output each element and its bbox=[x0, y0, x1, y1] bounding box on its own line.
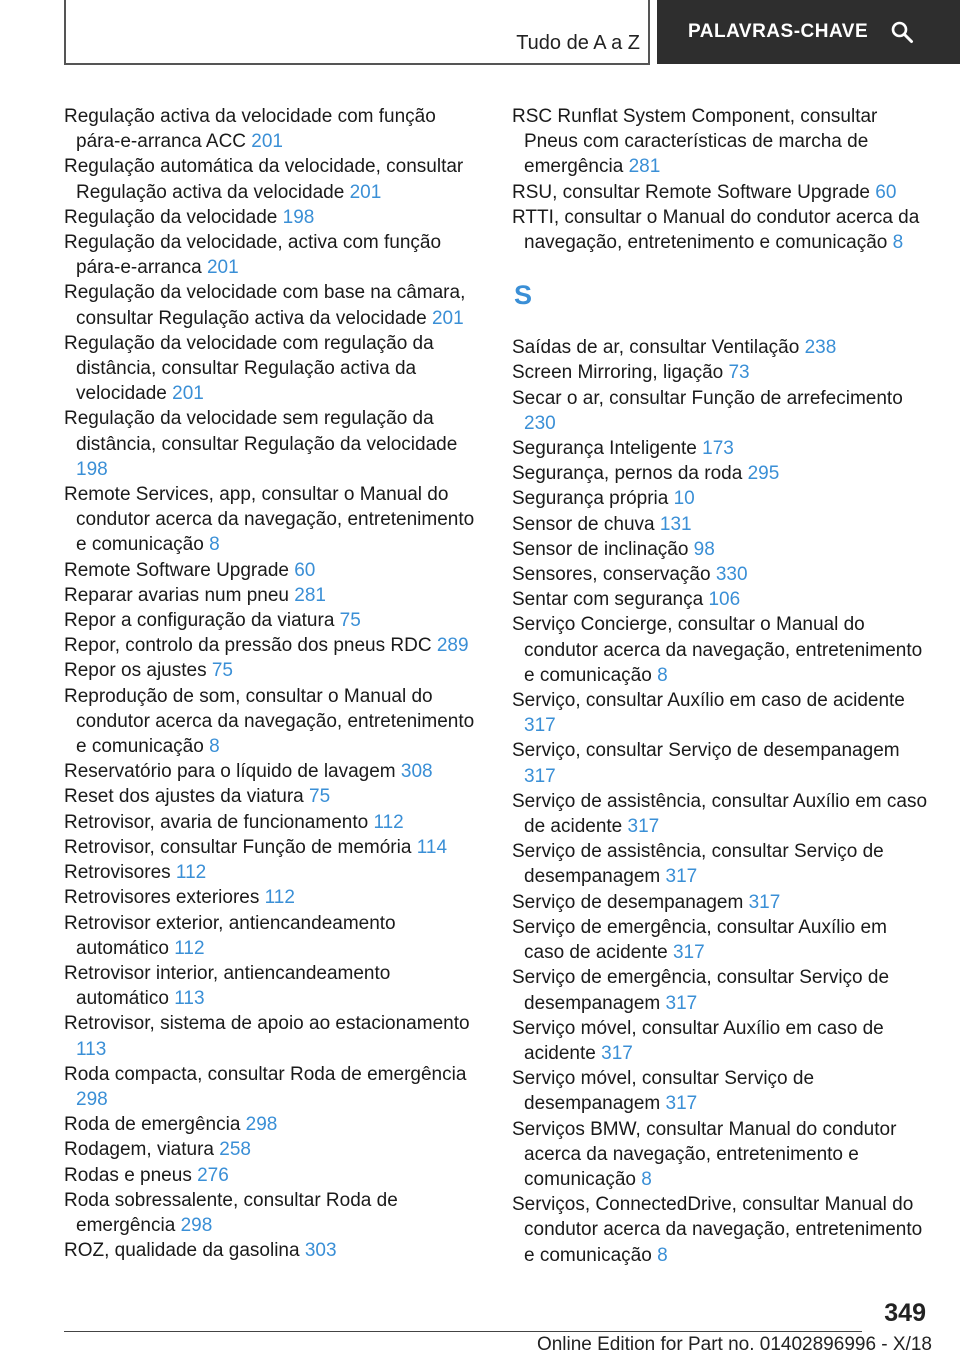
entry-page-link[interactable]: 112 bbox=[373, 811, 404, 833]
entry-text: Serviço de assistência, consultar Serviço de desempanagem bbox=[512, 841, 884, 888]
entry-text: Segurança Inteligente bbox=[512, 438, 703, 460]
index-entry bbox=[512, 461, 932, 486]
entry-text: Serviço de assistência, consultar Auxílio em caso de acidente bbox=[512, 790, 928, 838]
index-entry bbox=[512, 612, 932, 688]
entry-page-link[interactable]: 60 bbox=[294, 559, 316, 581]
entry-page-link[interactable]: 317 bbox=[601, 1042, 633, 1064]
entry-page-link[interactable]: 75 bbox=[309, 786, 331, 808]
index-entry bbox=[64, 608, 479, 633]
index-entry bbox=[512, 965, 932, 1015]
entry-page-link[interactable]: 317 bbox=[665, 992, 698, 1014]
search-icon[interactable] bbox=[890, 20, 914, 44]
entry-text: Sensores, conservação bbox=[512, 564, 716, 586]
entry-page-link[interactable]: 303 bbox=[304, 1240, 337, 1262]
entry-page-link[interactable]: 173 bbox=[702, 438, 734, 460]
entry-page-link[interactable]: 281 bbox=[628, 156, 661, 178]
index-entry bbox=[64, 406, 479, 482]
entry-page-link[interactable]: 10 bbox=[673, 488, 695, 510]
entry-page-link[interactable]: 73 bbox=[728, 362, 750, 384]
entry-page-link[interactable]: 230 bbox=[524, 412, 556, 434]
entry-page-link[interactable]: 198 bbox=[76, 458, 108, 480]
index-entry bbox=[512, 562, 932, 587]
entry-page-link[interactable]: 281 bbox=[294, 584, 326, 606]
entry-text: Regulação da velocidade, activa com função pára-e-arranca bbox=[64, 232, 442, 279]
entry-text: Serviço de emergência, consultar Auxílio em caso de acidente bbox=[512, 916, 887, 964]
index-entry bbox=[64, 482, 479, 558]
entry-page-link[interactable]: 317 bbox=[524, 765, 556, 787]
entry-text: Repor os ajustes bbox=[64, 660, 212, 682]
entry-page-link[interactable]: 60 bbox=[875, 181, 897, 203]
entry-text: Serviço móvel, consultar Serviço de desempanagem bbox=[512, 1068, 815, 1115]
entry-text: RSU, consultar Remote Software Upgrade bbox=[512, 181, 876, 203]
index-entry bbox=[512, 587, 932, 612]
entry-page-link[interactable]: 113 bbox=[174, 988, 205, 1010]
index-entry bbox=[512, 789, 932, 839]
index-column-right bbox=[512, 104, 932, 1268]
entry-page-link[interactable]: 317 bbox=[524, 715, 556, 737]
entry-text: Saídas de ar, consultar Ventilação bbox=[512, 337, 805, 359]
index-entry bbox=[64, 331, 479, 407]
entry-text: Retrovisor, consultar Função de memória bbox=[64, 836, 417, 858]
entry-page-link[interactable]: 98 bbox=[693, 538, 715, 560]
entry-text: Reservatório para o líquido de lavagem bbox=[64, 761, 401, 783]
index-entry bbox=[64, 885, 479, 910]
tab-keywords-label: PALAVRAS-CHAVE bbox=[688, 21, 869, 42]
index-entry bbox=[512, 486, 932, 511]
entry-text: Remote Software Upgrade bbox=[64, 559, 295, 581]
header-divider-right bbox=[648, 0, 650, 64]
entry-text: Sensor de inclinação bbox=[512, 538, 694, 560]
entry-page-link[interactable]: 8 bbox=[209, 534, 220, 556]
entry-page-link[interactable]: 114 bbox=[416, 836, 448, 858]
entry-text: Reprodução de som, consultar o Manual do condutor acerca da navegação, entretenimento e comunicação bbox=[64, 685, 475, 758]
page-number: 349 bbox=[884, 1299, 926, 1327]
entry-page-link[interactable]: 317 bbox=[672, 942, 705, 964]
entry-text: Retrovisores exteriores bbox=[64, 887, 265, 909]
index-entry bbox=[64, 1137, 479, 1162]
entry-text: Secar o ar, consultar Função de arrefecimento bbox=[512, 387, 903, 409]
entry-text: Serviços, ConnectedDrive, consultar Manual do condutor acerca da navegação, entretenimento e comunicação bbox=[512, 1194, 923, 1266]
footer-edition: Online Edition for Part no. 01402896996 - X/18 bbox=[536, 1334, 932, 1355]
index-entry bbox=[512, 205, 932, 255]
entry-text: Regulação da velocidade com base na câmara, consultar Regulação activa da velocidade bbox=[64, 282, 466, 329]
index-entry bbox=[512, 386, 932, 436]
entry-page-link[interactable]: 201 bbox=[172, 383, 204, 405]
index-entry bbox=[64, 860, 479, 885]
entry-text: Regulação automática da velocidade, consultar Regulação activa da velocidade bbox=[64, 156, 464, 203]
entry-text: Rodas e pneus bbox=[64, 1164, 198, 1186]
entry-page-link[interactable]: 308 bbox=[400, 761, 433, 783]
index-entry bbox=[512, 1066, 932, 1116]
index-entry bbox=[64, 658, 479, 683]
entry-page-link[interactable]: 75 bbox=[339, 610, 361, 632]
entry-page-link[interactable]: 289 bbox=[436, 635, 469, 657]
entry-text: Regulação da velocidade bbox=[64, 206, 283, 228]
index-entry bbox=[64, 784, 479, 809]
entry-text: Serviços BMW, consultar Manual do condutor acerca da navegação, entretenimento e comunicação bbox=[512, 1118, 897, 1190]
entry-text: Segurança, pernos da roda bbox=[512, 463, 748, 485]
entry-text: Serviço de emergência, consultar Serviço de desempanagem bbox=[512, 967, 890, 1014]
entry-page-link[interactable]: 201 bbox=[206, 257, 239, 279]
index-entry bbox=[64, 280, 479, 330]
index-entry bbox=[64, 1163, 479, 1188]
entry-text: Screen Mirroring, ligação bbox=[512, 362, 729, 384]
section-letter: S bbox=[514, 280, 533, 311]
entry-page-link[interactable]: 238 bbox=[804, 337, 837, 359]
entry-text: Regulação da velocidade sem regulação da distância, consultar Regulação da velocidade bbox=[64, 408, 458, 455]
entry-text: Segurança própria bbox=[512, 488, 674, 510]
entry-text: Regulação activa da velocidade com função pára-e-arranca ACC bbox=[64, 106, 436, 153]
entry-text: Repor, controlo da pressão dos pneus RDC bbox=[64, 635, 437, 657]
entry-text: ROZ, qualidade da gasolina bbox=[64, 1240, 305, 1262]
index-entry bbox=[512, 890, 932, 915]
index-entry bbox=[64, 1238, 479, 1263]
index-entry bbox=[512, 360, 932, 385]
footer-rule bbox=[64, 1331, 862, 1332]
entry-page-link[interactable]: 75 bbox=[211, 660, 233, 682]
index-column-left bbox=[64, 104, 479, 1263]
index-entry bbox=[512, 1192, 932, 1268]
index-entry bbox=[64, 810, 479, 835]
entry-page-link[interactable]: 317 bbox=[665, 866, 698, 888]
index-entry bbox=[64, 684, 479, 760]
entry-page-link[interactable]: 198 bbox=[282, 206, 315, 228]
entry-text: Serviço de desempanagem bbox=[512, 891, 749, 913]
index-entry bbox=[64, 1011, 479, 1061]
entry-page-link[interactable]: 276 bbox=[197, 1164, 229, 1186]
index-entry bbox=[512, 915, 932, 965]
entry-page-link[interactable]: 8 bbox=[209, 736, 220, 758]
index-entry bbox=[64, 104, 479, 154]
entry-page-link[interactable]: 112 bbox=[264, 887, 295, 909]
entry-text: Roda compacta, consultar Roda de emergência bbox=[64, 1063, 467, 1085]
index-entry bbox=[512, 537, 932, 562]
entry-page-link[interactable]: 298 bbox=[180, 1214, 213, 1236]
index-entry bbox=[64, 961, 479, 1011]
entry-page-link[interactable]: 131 bbox=[659, 513, 692, 535]
entry-text: Reset dos ajustes da viatura bbox=[64, 786, 310, 808]
index-entry bbox=[64, 230, 479, 280]
index-entry bbox=[512, 436, 932, 461]
entry-text: Retrovisor exterior, antiencandeamento automático bbox=[64, 912, 396, 959]
entry-text: Reparar avarias num pneu bbox=[64, 584, 295, 606]
entry-text: Regulação da velocidade com regulação da distância, consultar Regulação activa da velocidade bbox=[64, 332, 434, 405]
entry-text: Retrovisores bbox=[64, 862, 176, 884]
entry-text: Serviço Concierge, consultar o Manual do condutor acerca da navegação, entretenimento e comunicação bbox=[512, 614, 923, 686]
entry-text: Serviço, consultar Serviço de desempanagem bbox=[512, 740, 900, 762]
entry-page-link[interactable]: 201 bbox=[251, 131, 283, 153]
entry-text: Rodagem, viatura bbox=[64, 1139, 220, 1161]
index-entry bbox=[512, 1117, 932, 1193]
index-entry bbox=[512, 839, 932, 889]
entry-text: Serviço, consultar Auxílio em caso de acidente bbox=[512, 690, 905, 712]
tab-a-to-z[interactable]: Tudo de A a Z bbox=[516, 32, 640, 54]
entry-page-link[interactable]: 298 bbox=[76, 1088, 108, 1110]
entry-page-link[interactable]: 295 bbox=[747, 463, 780, 485]
index-entry bbox=[64, 1062, 479, 1112]
index-entry bbox=[64, 759, 479, 784]
index-entry bbox=[64, 1188, 479, 1238]
entry-text: Sentar com segurança bbox=[512, 589, 709, 611]
index-entry bbox=[512, 335, 932, 360]
index-entry bbox=[512, 512, 932, 537]
entry-page-link[interactable]: 258 bbox=[219, 1139, 251, 1161]
index-entry bbox=[512, 738, 932, 788]
entry-text: RSC Runflat System Component, consultar Pneus com características de marcha de emergência bbox=[512, 106, 878, 178]
entry-text: Roda sobressalente, consultar Roda de emergência bbox=[64, 1189, 398, 1236]
tab-keywords[interactable] bbox=[657, 0, 960, 64]
entry-page-link[interactable]: 330 bbox=[715, 564, 748, 586]
index-entry bbox=[64, 205, 479, 230]
entry-text: Retrovisor, sistema de apoio ao estacionamento bbox=[64, 1013, 470, 1035]
entry-text: Roda de emergência bbox=[64, 1114, 246, 1136]
entry-page-link[interactable]: 106 bbox=[708, 589, 741, 611]
entry-text: Retrovisor, avaria de funcionamento bbox=[64, 811, 374, 833]
index-entry bbox=[64, 558, 479, 583]
entry-page-link[interactable]: 298 bbox=[245, 1114, 278, 1136]
header-divider-left bbox=[64, 0, 66, 64]
index-entry bbox=[64, 835, 479, 860]
entry-page-link[interactable]: 317 bbox=[665, 1093, 698, 1115]
entry-page-link[interactable]: 317 bbox=[627, 816, 660, 838]
index-entry bbox=[64, 154, 479, 204]
index-entry bbox=[64, 633, 479, 658]
entry-page-link[interactable]: 8 bbox=[657, 664, 668, 686]
entry-page-link[interactable]: 201 bbox=[431, 307, 464, 329]
entry-page-link[interactable]: 8 bbox=[892, 232, 904, 254]
entry-page-link[interactable]: 113 bbox=[76, 1038, 107, 1060]
entry-page-link[interactable]: 8 bbox=[657, 1244, 668, 1266]
index-entry bbox=[64, 911, 479, 961]
entry-text: Sensor de chuva bbox=[512, 513, 660, 535]
entry-text: Repor a configuração da viatura bbox=[64, 610, 340, 632]
entry-page-link[interactable]: 201 bbox=[349, 181, 382, 203]
entry-text: Remote Services, app, consultar o Manual do condutor acerca da navegação, entretenimento e comunicação bbox=[64, 484, 475, 556]
entry-text: Serviço móvel, consultar Auxílio em caso de acidente bbox=[512, 1017, 884, 1064]
entry-page-link[interactable]: 317 bbox=[748, 891, 781, 913]
entry-page-link[interactable]: 112 bbox=[174, 937, 205, 959]
index-entry bbox=[512, 180, 932, 205]
index-entry bbox=[64, 1112, 479, 1137]
header-underline bbox=[64, 63, 650, 65]
entry-text: Retrovisor interior, antiencandeamento automático bbox=[64, 962, 391, 1010]
entry-page-link[interactable]: 112 bbox=[175, 862, 207, 884]
entry-page-link[interactable]: 8 bbox=[641, 1168, 652, 1190]
entry-text: RTTI, consultar o Manual do condutor acerca da navegação, entretenimento e comunicação bbox=[512, 206, 920, 254]
index-entry bbox=[512, 1016, 932, 1066]
index-entry bbox=[64, 583, 479, 608]
index-entry bbox=[512, 104, 932, 180]
index-entry bbox=[512, 688, 932, 738]
